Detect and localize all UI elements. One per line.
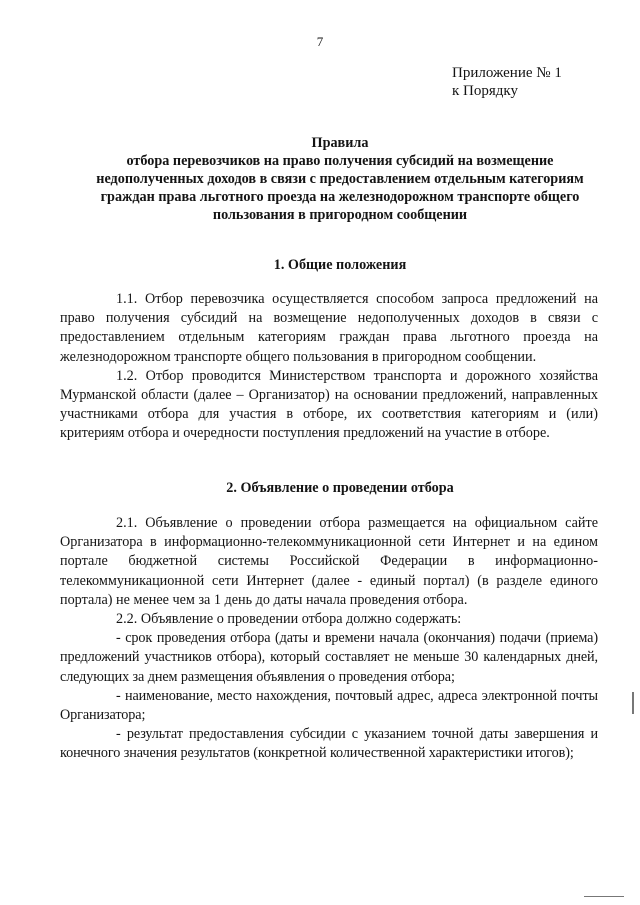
paragraph-2-2: 2.2. Объявление о проведении отбора должно содержать: (116, 611, 462, 628)
list-item: - срок проведения отбора (даты и времени начала (окончания) подачи (приема) предложений участников отбора), который составляет не меньше 30 календарных дней, следующих за днем размещения объявления о проведения отбора; (60, 630, 598, 685)
scan-edge-mark (632, 692, 634, 714)
section-2-title: 2. Объявление о проведении отбора (226, 480, 454, 496)
document-title (80, 134, 600, 224)
title-subtitle: отбора перевозчиков на право получения субсидий на возмещение недополученных доходов в связи с предоставлением отдельным категориям граждан права льготного проезда на железнодорожном транспорте общего пользования в пригородном сообщении (96, 153, 584, 223)
title-heading: Правила (311, 135, 369, 151)
section-1-title: 1. Общие положения (273, 257, 407, 273)
page-number: 7 (316, 34, 324, 49)
section-1-body (60, 290, 598, 444)
list-item: - результат предоставления субсидии с указанием точной даты завершения и конечного значения результатов (конкретной количественной характеристики итогов); (60, 726, 598, 762)
list-item: - наименование, место нахождения, почтовый адрес, адреса электронной почты Организатора; (60, 687, 598, 724)
paragraph-1-1: 1.1. Отбор перевозчика осуществляется способом запроса предложений на право получения субсидий на возмещение недополученных доходов в связи с предоставлением отдельным категориям граждан права льготного проезда на железнодорожном транспорте общего пользования в пригородном сообщении. (60, 291, 598, 365)
appendix-reference (452, 64, 562, 100)
appendix-line-2: к Порядку (452, 83, 518, 99)
paragraph-1-2: 1.2. Отбор проводится Министерством транспорта и дорожного хозяйства Мурманской области (далее – Организатор) на основании предложений, направленных участниками отбора для участия в отборе, их соответствия категориям и (или) критериям отбора и очередности поступления предложений на участие в отборе. (60, 367, 598, 442)
section-2-body (60, 514, 598, 764)
paragraph-2-1: 2.1. Объявление о проведении отбора размещается на официальном сайте Организатора в информационно-телекоммуникационной сети Интернет и на едином портале бюджетной системы Российской Федерации в информационно-телекоммуникационной сети Интернет (далее - единый портал) (в разделе единого портала) не менее чем за 1 день до даты начала проведения отбора. (60, 515, 598, 608)
appendix-line-1: Приложение № 1 (452, 65, 562, 81)
scan-edge-mark (584, 896, 624, 897)
